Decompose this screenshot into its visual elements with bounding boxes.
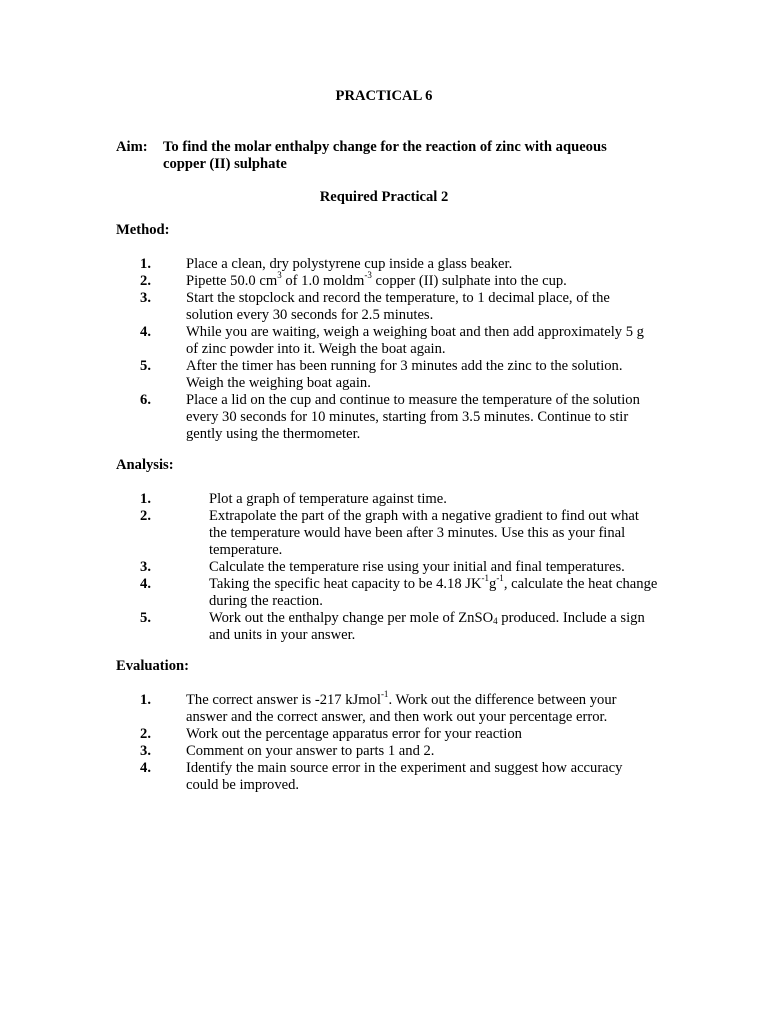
method-item — [0, 324, 768, 358]
item-number: 6. — [140, 392, 151, 408]
item-text: Start the stopclock and record the temperature, to 1 decimal place, of the solution every 30 seconds for 2.5 minutes. — [186, 290, 610, 323]
aim-label: Aim: — [116, 139, 148, 155]
item-text: While you are waiting, weigh a weighing boat and then add approximately 5 g of zinc powder into it. Weigh the boat again. — [186, 324, 644, 357]
evaluation-list — [0, 689, 768, 794]
evaluation-item — [0, 743, 768, 760]
method-item — [0, 358, 768, 392]
evaluation-heading: Evaluation: — [116, 658, 189, 674]
analysis-list — [0, 491, 768, 644]
subtitle: Required Practical 2 — [319, 189, 449, 205]
page-title: PRACTICAL 6 — [335, 88, 433, 104]
evaluation-item — [0, 689, 768, 726]
item-text: Place a clean, dry polystyrene cup inside a glass beaker. — [186, 256, 513, 272]
item-text: Work out the enthalpy change per mole of ZnSO$_4$ produced. Include a sign and units in your answer. — [209, 610, 645, 643]
item-number: 1. — [140, 491, 151, 507]
item-text: Extrapolate the part of the graph with a negative gradient to find out what the temperature would have been after 3 minutes. Use this as your final temperature. — [209, 508, 639, 558]
method-heading: Method: — [116, 222, 170, 238]
evaluation-item — [0, 726, 768, 743]
item-number: 4. — [140, 576, 151, 592]
analysis-item — [0, 508, 768, 559]
item-text: Comment on your answer to parts 1 and 2. — [186, 743, 435, 759]
method-item — [0, 256, 768, 273]
item-text: Plot a graph of temperature against time. — [209, 491, 447, 507]
item-text: Pipette 50.0 $cm^3$ of 1.0 moldm$^{-3}$ copper (II) sulphate into the cup. — [186, 270, 567, 289]
analysis-heading: Analysis: — [116, 457, 174, 473]
item-number: 4. — [140, 760, 151, 776]
item-number: 3. — [140, 743, 151, 759]
aim-line-2: copper (II) sulphate — [163, 156, 287, 172]
analysis-item — [0, 559, 768, 576]
item-number: 5. — [140, 358, 151, 374]
item-number: 2. — [140, 726, 151, 742]
item-number: 3. — [140, 290, 151, 306]
method-item — [0, 392, 768, 443]
item-number: 2. — [140, 273, 151, 289]
analysis-item — [0, 491, 768, 508]
item-number: 2. — [140, 508, 151, 524]
item-text: Work out the percentage apparatus error for your reaction — [186, 726, 522, 742]
item-text: The correct answer is -217 kJmol$^{-1}$. Work out the difference between your answer and the correct answer, and then work out your percentage error. — [186, 689, 617, 725]
item-text: Calculate the temperature rise using your initial and final temperatures. — [209, 559, 625, 575]
item-number: 1. — [140, 256, 151, 272]
method-item — [0, 290, 768, 324]
analysis-item — [0, 573, 768, 610]
item-number: 4. — [140, 324, 151, 340]
analysis-item — [0, 610, 768, 644]
method-item — [0, 270, 768, 290]
item-text: After the timer has been running for 3 minutes add the zinc to the solution. Weigh the weighing boat again. — [186, 358, 623, 391]
aim-line-1: To find the molar enthalpy change for the reaction of zinc with aqueous — [163, 139, 607, 155]
evaluation-item — [0, 760, 768, 794]
method-list — [0, 256, 768, 443]
aim-text — [163, 139, 663, 173]
item-number: 3. — [140, 559, 151, 575]
item-number: 5. — [140, 610, 151, 626]
item-text: Taking the specific heat capacity to be 4.18 $JK^{-1}g^{-1}$, calculate the heat change during the reaction. — [209, 573, 658, 609]
item-text: Identify the main source error in the experiment and suggest how accuracy could be improved. — [186, 760, 623, 793]
item-number: 1. — [140, 692, 151, 708]
item-text: Place a lid on the cup and continue to measure the temperature of the solution every 30 seconds for 10 minutes, starting from 3.5 minutes. Continue to stir gently using the thermometer. — [186, 392, 640, 442]
